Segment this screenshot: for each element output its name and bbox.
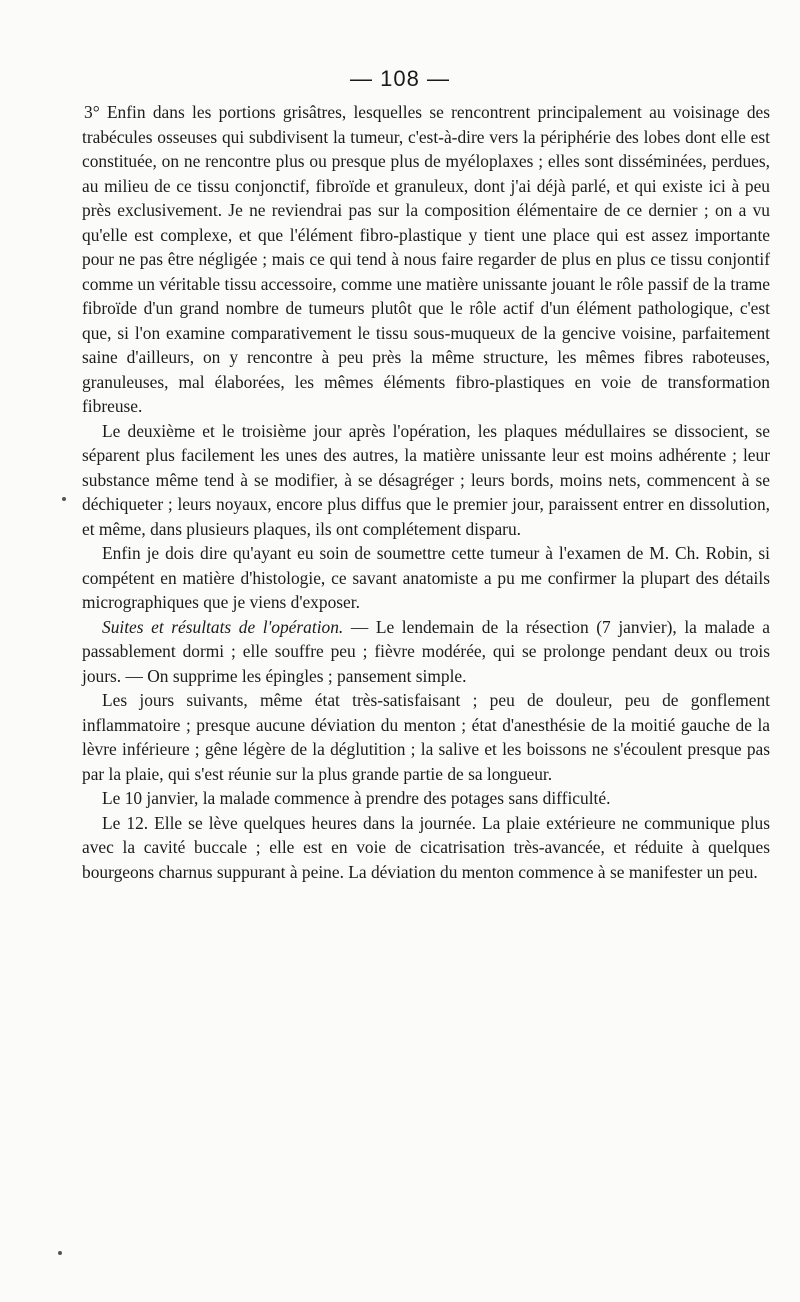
body-text <box>82 100 770 884</box>
paragraph <box>82 615 770 689</box>
paragraph-text: Le 12. Elle se lève quelques heures dans la journée. La plaie extérieure ne communique plus avec la cavité buccale ; elle est en voie de cicatrisation très-avancée, et réduite à quelques bourgeons charnus suppurant à peine. La déviation du menton commence à se manifester un peu. <box>82 812 770 882</box>
paragraph <box>82 811 770 885</box>
paragraph-text: Le 10 janvier, la malade commence à prendre des potages sans difficulté. <box>102 788 611 808</box>
paragraph-text: Les jours suivants, même état très-satisfaisant ; peu de douleur, peu de gonflement inflammatoire ; presque aucune déviation du menton ; état d'anesthésie de la moitié gauche de la lèvre inférieure ; gêne légère de la déglutition ; la salive et les boissons ne s'écoulent presque pas par la plaie, qui s'est réunie sur la plus grande partie de sa longueur. <box>82 690 770 784</box>
paragraph <box>82 786 770 811</box>
margin-dot <box>62 497 66 501</box>
paragraph-text: Enfin je dois dire qu'ayant eu soin de soumettre cette tumeur à l'examen de M. Ch. Robin, si compétent en matière d'histologie, ce savant anatomiste a pu me confirmer la plupart des détails micrographiques que je viens d'exposer. <box>82 543 770 612</box>
paragraph <box>82 541 770 615</box>
paragraph-text: 3° Enfin dans les portions grisâtres, lesquelles se rencontrent principalement au voisinage des trabécules osseuses qui subdivisent la tumeur, c'est-à-dire vers la périphérie des lobes dont elle est constituée, on ne rencontre plus ou presque plus de myéloplaxes ; elles sont disséminées, perdues, au milieu de ce tissu conjonctif, fibroïde et granuleux, dont j'ai déjà parlé, et qui existe ici à peu près exclusivement. Je ne reviendrai pas sur la composition élémentaire de ce dernier ; on a vu qu'elle est complexe, et que l'élément fibro-plastique y tient une place qui est assez importante pour ne pas être négligée ; mais ce qui tend à nous faire regarder de plus en plus ce tissu conjontif comme un véritable tissu accessoire, comme une matière unissante jouant le rôle passif de la trame fibroïde d'un grand nombre de tumeurs plutôt que le rôle actif d'un élément pathologique, c'est que, si l'on examine comparativement le tissu sous-muqueux de la gencive voisine, parfaitement saine d'ailleurs, on y rencontre à peu près la même structure, les mêmes fibres raboteuses, granuleuses, mal élaborées, les mêmes éléments fibro-plastiques en voie de transformation fibreuse. <box>82 102 770 416</box>
paragraph-text: — Le lendemain de la résection (7 janvier), la malade a passablement dormi ; elle souffre peu ; fièvre modérée, qui se prolonge pendant deux ou trois jours. — On supprime les épingles ; pansement simple. <box>82 616 770 686</box>
page-number: — 108 — <box>350 66 450 91</box>
paragraph <box>82 419 770 542</box>
paragraph <box>82 688 770 786</box>
margin-dot <box>58 1251 62 1255</box>
paragraph-text: Le deuxième et le troisième jour après l'opération, les plaques médullaires se dissocient, se séparent plus facilement les unes des autres, la matière unissante leur est moins adhérente ; leur substance même tend à se modifier, à se désagréger ; leurs bords, moins nets, commencent à se déchiqueter ; leurs noyaux, encore plus diffus que le premier jour, paraissent entrer en dissolution, et même, dans plusieurs plaques, ils ont complétement disparu. <box>82 420 770 539</box>
paragraph <box>82 100 770 419</box>
section-heading: Suites et résultats de l'opération. <box>102 616 344 637</box>
